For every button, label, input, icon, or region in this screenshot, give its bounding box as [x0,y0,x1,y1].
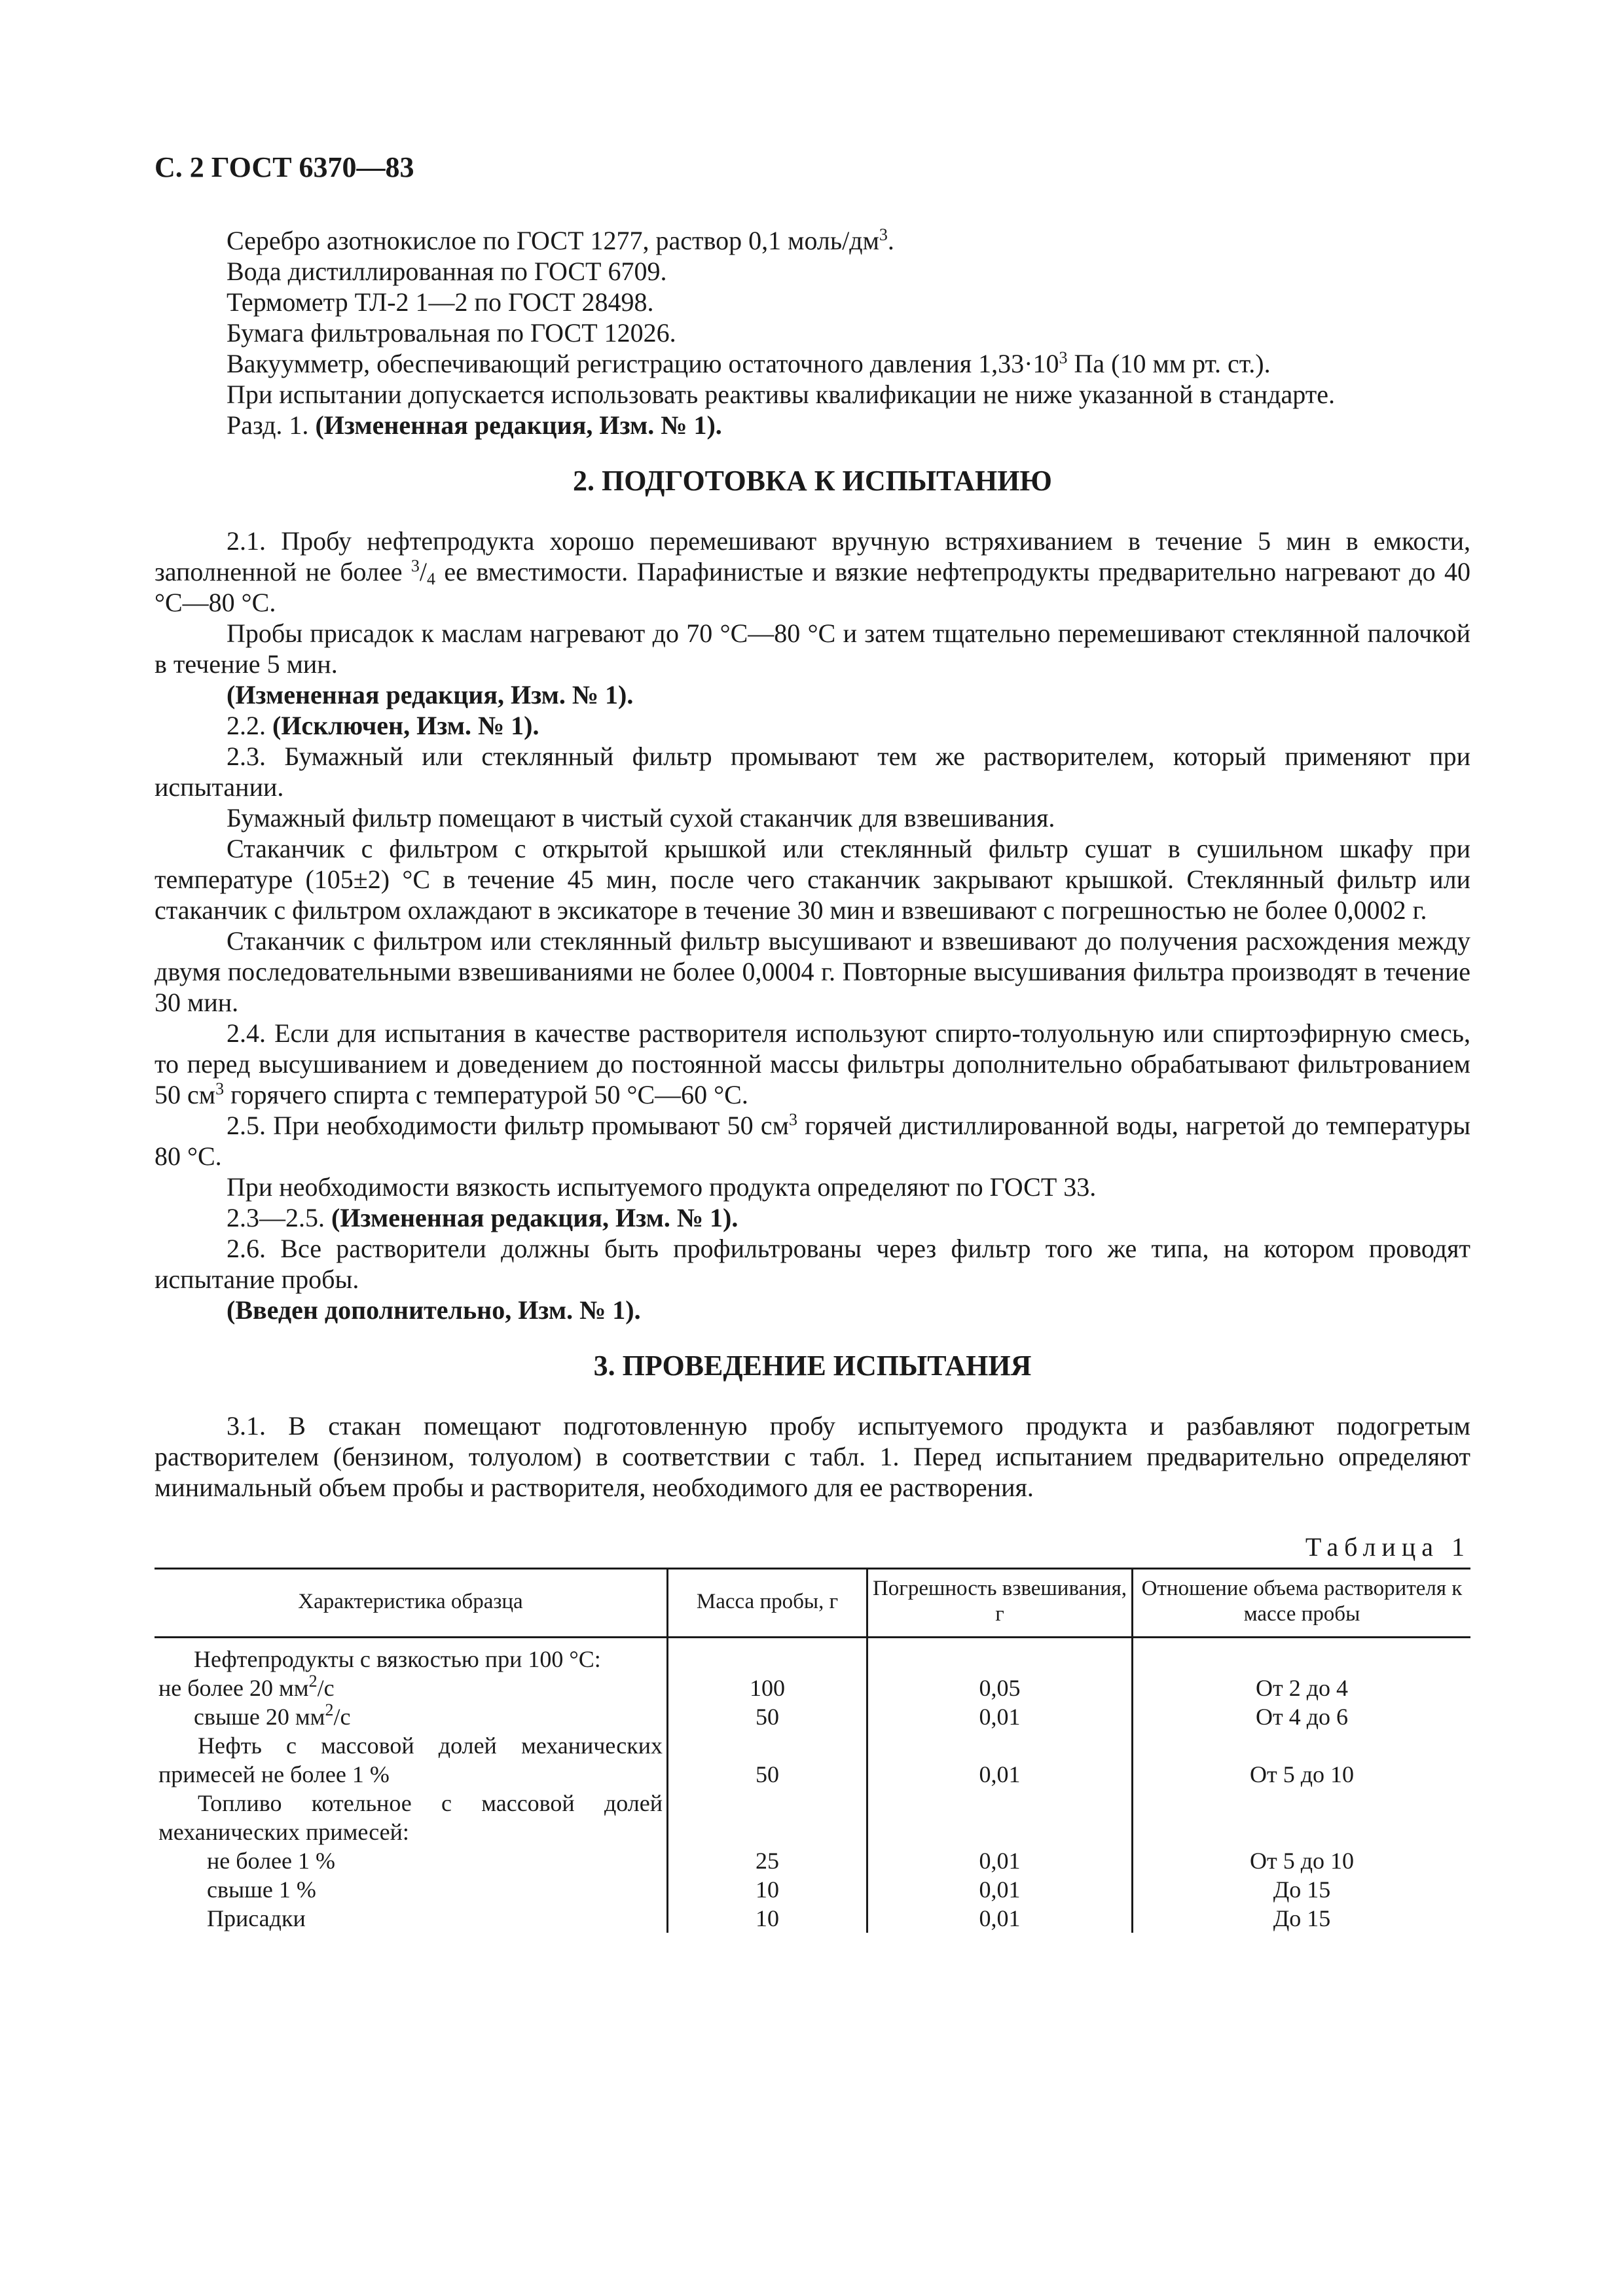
superscript: 2 [325,1700,334,1719]
table-cell: 100 [668,1674,867,1702]
column-header: Характеристика образца [155,1569,668,1638]
section-heading-3: 3. ПРОВЕДЕНИЕ ИСПЫТАНИЯ [593,1350,1032,1382]
cell-text: /с [317,1675,335,1701]
cell-text: /с [333,1704,351,1730]
intro-line-6: При испытании допускается использовать реактивы квалификации не ниже указанной в стандарте. [227,380,1335,409]
table-cell: До 15 [1133,1875,1471,1904]
amendment-note-2-6 [155,1295,1470,1325]
paragraph-2-3-paper: Бумажный фильтр помещают в чистый сухой стаканчик для взвешивания. [227,803,1055,833]
paragraph-text: 2.5. При необходимости фильтр промывают 50 см [227,1111,789,1140]
intro-text: Разд. 1. [227,410,316,440]
cell-text: свыше 20 мм [194,1704,325,1730]
table-cell: Нефтепродукты с вязкостью при 100 °С: [194,1646,601,1672]
table-cell [1133,1789,1471,1846]
table-cell [668,1638,867,1674]
table-cell: не более 1 % [207,1848,335,1874]
period: . [887,226,894,255]
fraction-slash: / [419,557,428,586]
table-cell: 0,01 [867,1846,1133,1875]
table-header-row [155,1569,1470,1638]
table-cell: 0,01 [867,1702,1133,1731]
table-cell [1133,1638,1471,1674]
paragraph-2-5 [155,1110,1470,1172]
page-header: С. 2 ГОСТ 6370—83 [155,151,414,183]
intro-line-4: Бумага фильтровальная по ГОСТ 12026. [227,318,676,348]
paragraph-2-4 [155,1018,1470,1110]
table-cell: Топливо котельное с массовой долей механических примесей: [158,1790,663,1845]
paragraph-2-5-viscosity: При необходимости вязкость испытуемого продукта определяют по ГОСТ 33. [227,1172,1097,1202]
paragraph-3-1: 3.1. В стакан помещают подготовленную пробу испытуемого продукта и разбавляют подогретым растворителем (бензином, толуолом) в соответствии с табл. 1. Перед испытанием предварительно определяют минимальный объем пробы и растворителя, необходимого для ее растворения. [155,1411,1470,1502]
intro-line-1 [155,225,1470,256]
table-cell [155,1702,668,1731]
amendment-note [155,679,1470,710]
fraction [411,557,435,586]
amendment-text: (Исключен, Изм. № 1). [272,711,539,740]
table-1 [155,1568,1470,1933]
superscript: 3 [879,225,888,244]
table-row [155,1789,1470,1846]
fraction-numerator: 3 [410,556,420,575]
table-cell: свыше 1 % [207,1876,316,1903]
paragraph-2-3-repeat: Стаканчик с фильтром или стеклянный фильтр высушивают и взвешивают до получения расхождения между двумя последовательными взвешиваниями не более 0,0004 г. Повторные высушивания фильтра производят в течение 30 мин. [155,926,1470,1017]
table-row [155,1638,1470,1674]
superscript: 3 [789,1110,797,1129]
table-cell: 0,01 [867,1904,1133,1933]
paragraph-text: 2.1. Пробу нефтепродукта хорошо перемешивают вручную встряхиванием в течение 5 мин в емкости, заполненной не более [155,526,1470,586]
paragraph-2-1-additives: Пробы присадок к маслам нагревают до 70 °С—80 °С и затем тщательно перемешивают стеклянной палочкой в течение 5 мин. [155,619,1470,679]
table-cell [867,1789,1133,1846]
column-header: Масса пробы, г [668,1569,867,1638]
table-cell: От 5 до 10 [1133,1731,1471,1789]
paragraph-2-3: 2.3. Бумажный или стеклянный фильтр промывают тем же растворителем, который применяют при испытании. [155,742,1470,802]
table-cell: Присадки [207,1905,306,1931]
intro-line-3: Термометр ТЛ-2 1—2 по ГОСТ 28498. [227,287,654,317]
table-row [155,1731,1470,1789]
intro-text: Па (10 мм рт. ст.). [1074,349,1271,378]
table-row [155,1846,1470,1875]
intro-text: Серебро азотнокислое по ГОСТ 1277, раствор 0,1 моль/дм [227,226,879,255]
paragraph-2-1 [155,526,1470,618]
table-cell: 10 [668,1904,867,1933]
paragraph-number: 2.2. [227,711,272,740]
intro-line-2: Вода дистиллированная по ГОСТ 6709. [227,257,667,286]
table-cell: 0,05 [867,1674,1133,1702]
paragraph-2-2 [155,710,1470,741]
table-cell: До 15 [1133,1904,1471,1933]
table-cell [867,1638,1133,1674]
column-header: Погрешность взвешивания, г [867,1569,1133,1638]
column-header: Отношение объема растворителя к массе пробы [1133,1569,1471,1638]
cell-text: не более 20 мм [158,1675,309,1701]
paragraph-text: 2.4. Если для испытания в качестве растворителя используют спирто-толуольную или спиртоэфирную смесь, то перед высушиванием и доведением до постоянной массы фильтры дополнительно обрабатывают фильтрованием 50 см [155,1018,1470,1109]
table-cell: От 5 до 10 [1133,1846,1471,1875]
intro-text: Вакуумметр, обеспечивающий регистрацию остаточного давления 1,33·10 [227,349,1059,378]
table-cell: От 4 до 6 [1133,1702,1471,1731]
amendment-text: (Измененная редакция, Изм. № 1). [227,680,634,709]
paragraph-text: горячей дистиллированной воды, нагретой до температуры 80 °С. [155,1111,1470,1171]
paragraph-2-6: 2.6. Все растворители должны быть профильтрованы через фильтр того же типа, на котором проводят испытание пробы. [155,1234,1470,1294]
intro-line-5 [155,348,1470,379]
document-page [155,151,1470,1933]
table-cell: 0,01 [867,1875,1133,1904]
table-cell: От 2 до 4 [1133,1674,1471,1702]
superscript: 3 [1059,348,1068,367]
table-cell: 50 [668,1702,867,1731]
table-label: Таблица 1 [1305,1532,1470,1562]
amendment-text: (Измененная редакция, Изм. № 1). [331,1203,739,1232]
paragraph-number: 2.3—2.5. [227,1203,331,1232]
table-cell [155,1674,668,1702]
superscript: 3 [215,1079,225,1098]
superscript: 2 [308,1672,318,1691]
table-cell [668,1789,867,1846]
paragraph-text: горячего спирта с температурой 50 °С—60 °С. [224,1080,748,1109]
paragraph-2-3-drying: Стаканчик с фильтром с открытой крышкой или стеклянный фильтр сушат в сушильном шкафу при температуре (105±2) °С в течение 45 мин, после чего стаканчик закрывают крышкой. Стеклянный фильтр или стаканчик с фильтром охлаждают в эксикаторе в течение 30 мин и взвешивают с погрешностью не более 0,0002 г. [155,834,1470,925]
table-row [155,1904,1470,1933]
table-row [155,1875,1470,1904]
table-cell: Нефть с массовой долей механических примесей не более 1 % [158,1732,663,1787]
intro-line-7 [155,410,1470,440]
table-cell: 50 [668,1731,867,1789]
fraction-denominator: 4 [427,569,436,588]
amendment-note: (Измененная редакция, Изм. № 1). [315,410,722,440]
table-cell: 10 [668,1875,867,1904]
table-cell: 25 [668,1846,867,1875]
table-cell: 0,01 [867,1731,1133,1789]
table-row [155,1674,1470,1702]
table-row [155,1702,1470,1731]
amendment-text: (Введен дополнительно, Изм. № 1). [227,1295,641,1325]
paragraph-text: ее вместимости. Парафинистые и вязкие нефтепродукты предварительно нагревают до 40 °С—80 °С. [155,557,1470,617]
section-heading-2: 2. ПОДГОТОВКА К ИСПЫТАНИЮ [573,465,1052,497]
paragraph-2-3-2-5-note [155,1202,1470,1233]
